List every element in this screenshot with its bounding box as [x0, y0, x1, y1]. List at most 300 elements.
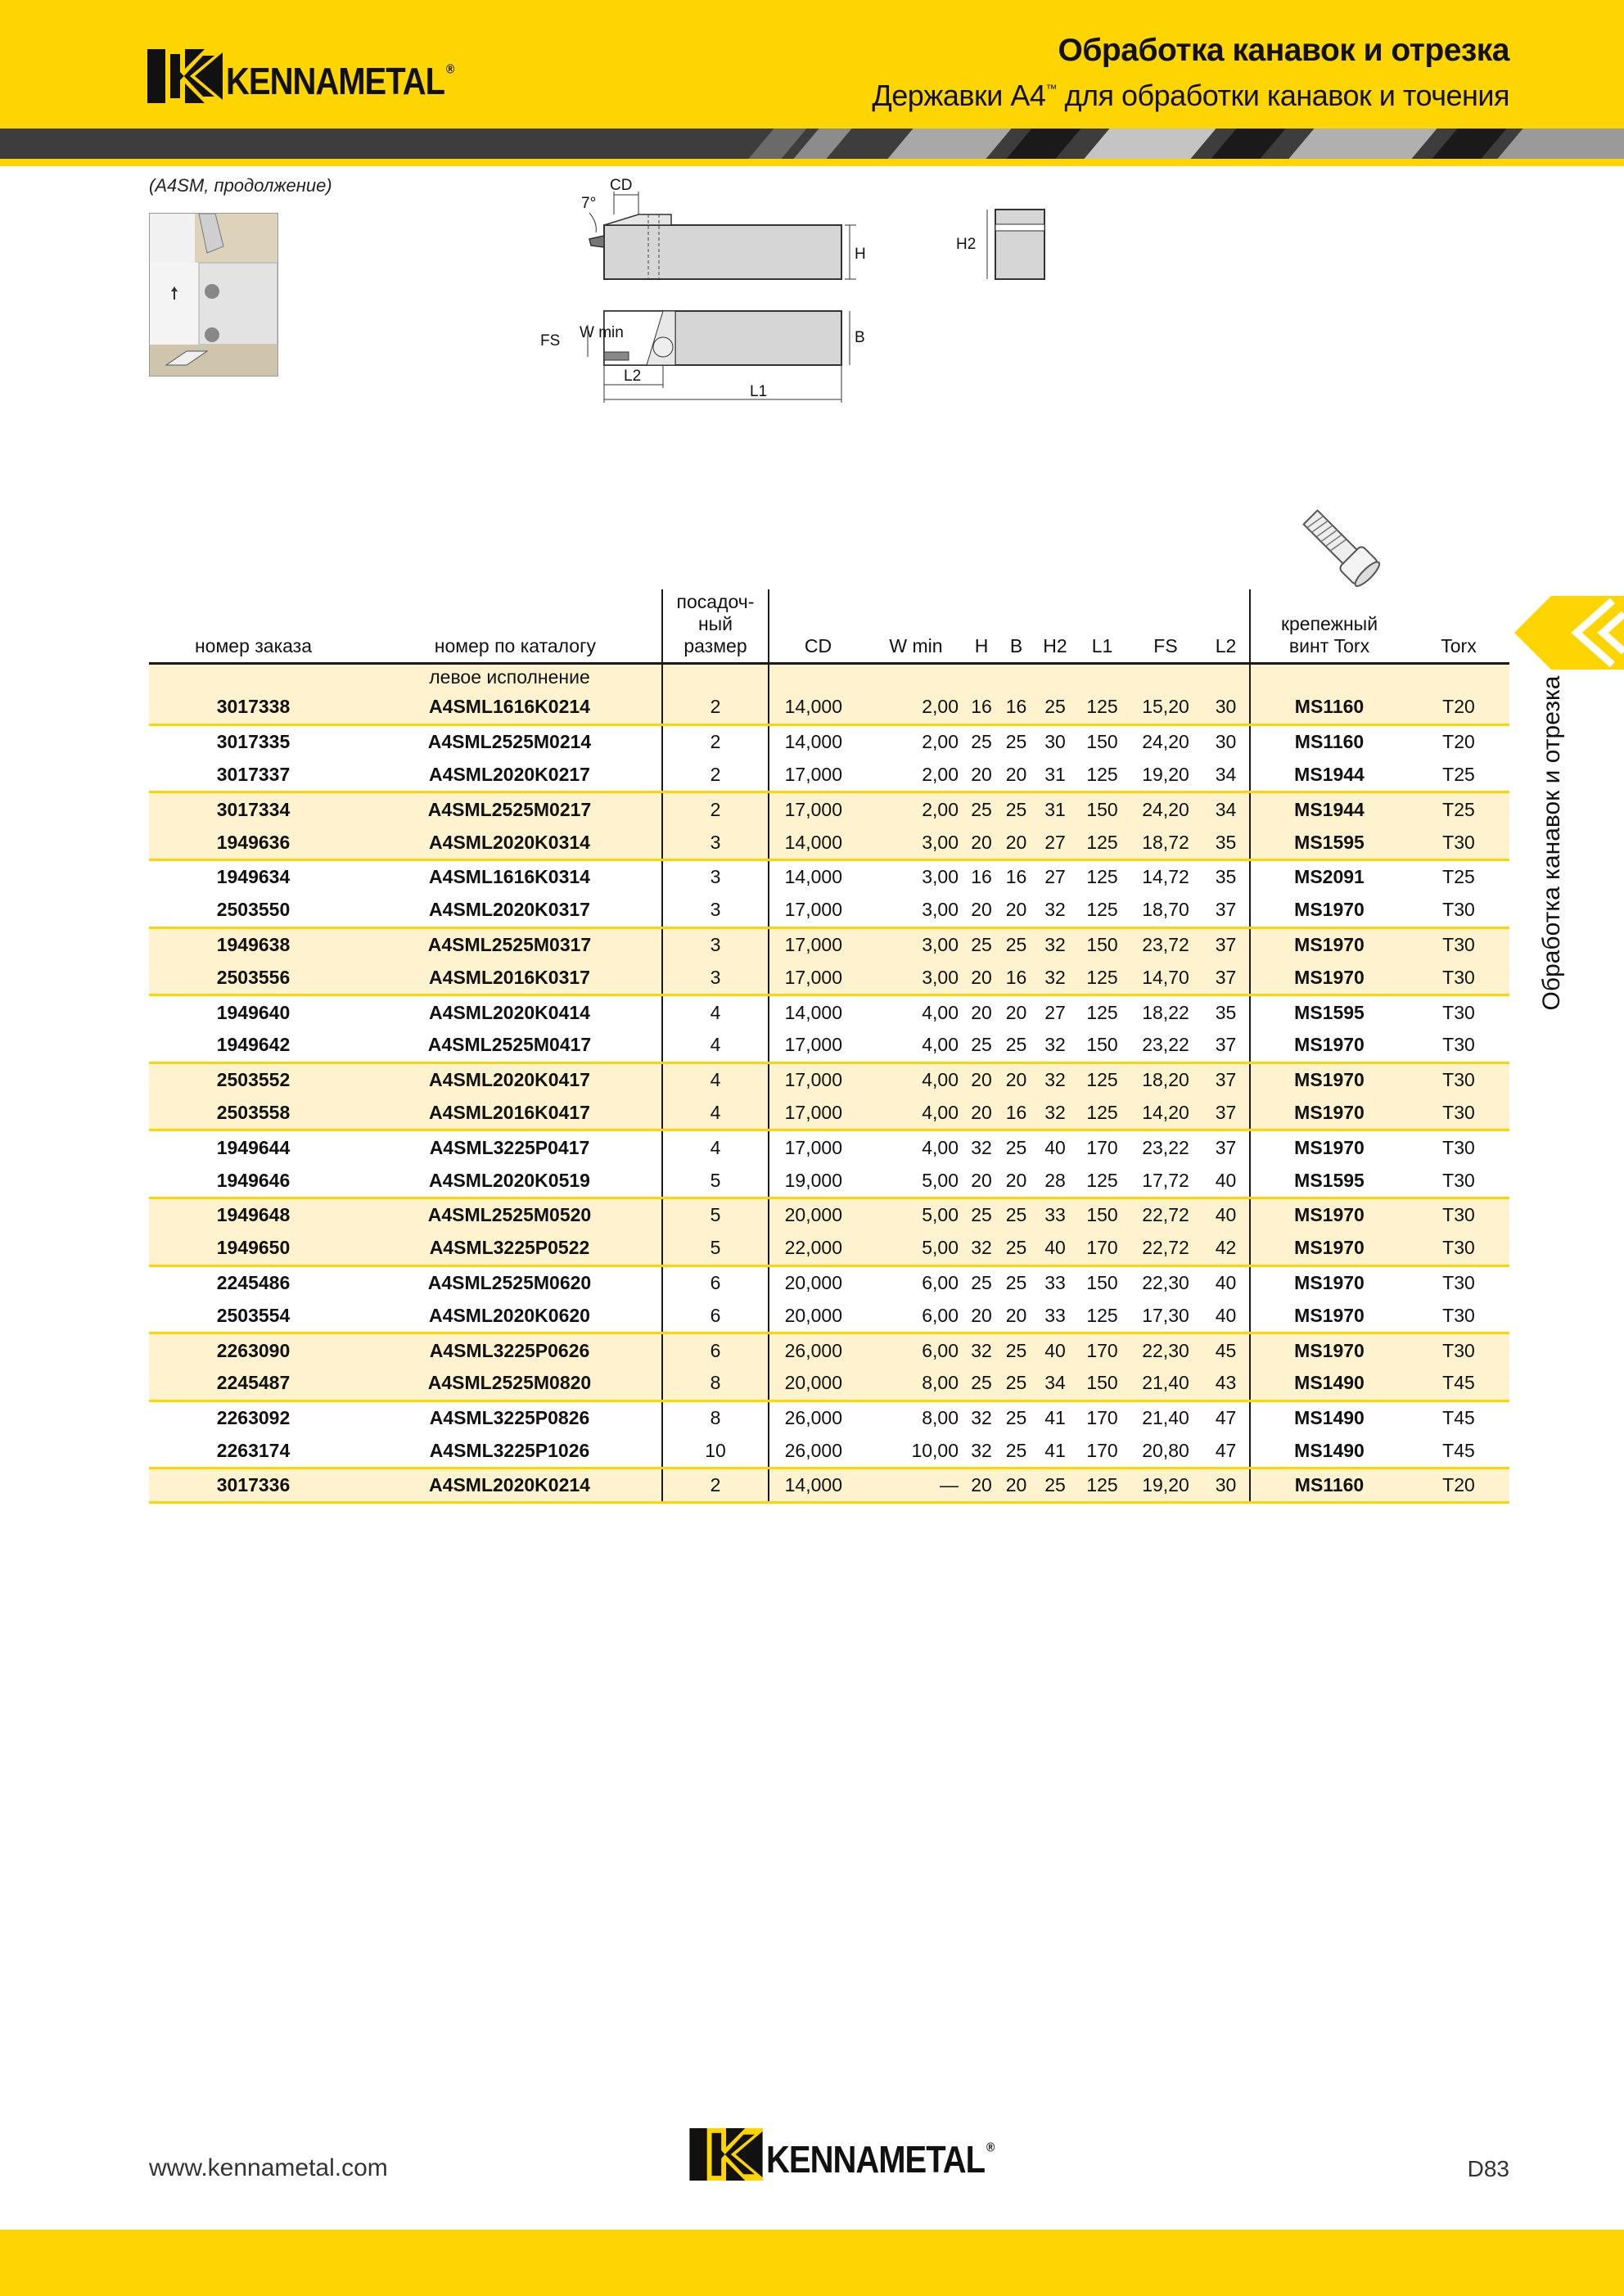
cell-h2: 28: [1035, 1164, 1076, 1198]
cell-screw: MS1970: [1250, 927, 1408, 961]
cell-seat: 4: [662, 1062, 769, 1096]
cell-catalog: A4SML2525M0620: [427, 1271, 592, 1293]
page-number: D83: [1467, 2156, 1509, 2181]
col-header-seat: посадоч- ный размер: [662, 589, 769, 663]
cell-torx: T30: [1442, 1271, 1475, 1293]
cell-h: 20: [965, 961, 998, 995]
col-header-torx: Torx: [1441, 634, 1477, 656]
cell-seat: 3: [662, 961, 769, 995]
cell-h2: 32: [1035, 927, 1076, 961]
cell-screw: MS1944: [1250, 759, 1408, 792]
cell-b: 16: [1005, 866, 1027, 888]
cell-fs: 22,72: [1129, 1198, 1202, 1231]
cell-l2: 37: [1202, 894, 1250, 927]
cell-seat: 4: [662, 995, 769, 1029]
cell-h: 20: [965, 826, 998, 859]
cell-cd: 20,000: [784, 1271, 842, 1293]
cell-l1: 125: [1076, 759, 1129, 792]
cell-b: 25: [998, 1435, 1035, 1468]
cell-cd: 17,000: [769, 1062, 867, 1096]
cell-order: 1949636: [149, 826, 358, 859]
cell-h: 20: [965, 894, 998, 927]
table-subheader-row: [149, 663, 1509, 691]
cell-b: 20: [998, 1062, 1035, 1096]
table-row: [149, 1333, 1509, 1367]
cell-torx: T30: [1408, 1333, 1509, 1367]
cell-h2: 33: [1044, 1271, 1066, 1293]
cell-b: 25: [998, 1367, 1035, 1401]
cell-l1: 170: [1086, 1136, 1118, 1158]
cell-fs: 22,72: [1129, 1232, 1202, 1265]
cell-h: 25: [971, 1271, 992, 1293]
cell-h: 20: [965, 1164, 998, 1198]
cell-l1: 125: [1086, 866, 1118, 888]
drawing-label-l2: L2: [624, 368, 642, 385]
cell-fs: 24,20: [1142, 731, 1189, 753]
cell-order: 1949640: [216, 1001, 291, 1023]
cell-l2: 40: [1202, 1198, 1250, 1231]
cell-l1: 125: [1076, 1164, 1129, 1198]
col-header-b: B: [1009, 634, 1023, 656]
cell-h: 20: [971, 1001, 992, 1023]
cell-fs: 18,20: [1129, 1062, 1202, 1096]
cell-l1: 150: [1076, 792, 1129, 826]
page-subtitle: Державки A4™ для обработки канавок и точения: [872, 79, 1509, 112]
table-row: [149, 1130, 1509, 1164]
cell-l2: 40: [1202, 1164, 1250, 1198]
cell-l1: 125: [1076, 961, 1129, 995]
cell-cd: 20,000: [769, 1299, 867, 1333]
cell-b: 25: [998, 792, 1035, 826]
cell-b: 25: [998, 927, 1035, 961]
cell-h2: 25: [1035, 691, 1076, 724]
cell-order: 3017334: [149, 792, 358, 826]
cell-catalog: A4SML2016K0317: [358, 961, 662, 995]
side-tab-label: Обработка канавок и отрезка: [1538, 675, 1565, 1011]
cell-l2: 30: [1202, 1468, 1250, 1502]
cell-screw: MS1970: [1294, 1271, 1365, 1293]
cell-l2: 35: [1202, 826, 1250, 859]
cell-seat: 6: [662, 1265, 769, 1299]
table-row: [149, 961, 1509, 995]
cell-seat: 6: [662, 1299, 769, 1333]
cell-torx: T45: [1408, 1367, 1509, 1401]
cell-cd: 26,000: [769, 1435, 867, 1468]
cell-b: 20: [998, 894, 1035, 927]
cell-wmin: 8,00: [922, 1407, 959, 1429]
footer-brand-name: KENNAMETAL ®: [766, 2139, 995, 2181]
cell-h: 25: [965, 1198, 998, 1231]
cell-wmin: 2,00: [867, 691, 965, 724]
cell-cd: 17,000: [769, 1029, 867, 1062]
cell-screw: MS1944: [1250, 792, 1408, 826]
cell-l1: 125: [1076, 826, 1129, 859]
col-header-h: H: [974, 634, 989, 656]
table-row: [149, 927, 1509, 961]
cell-seat: 3: [662, 859, 769, 893]
cell-catalog: A4SML3225P0417: [429, 1136, 590, 1158]
cell-wmin: 5,00: [867, 1232, 965, 1265]
cell-l1: 150: [1076, 927, 1129, 961]
cell-b: 25: [998, 1333, 1035, 1367]
cell-wmin: 8,00: [867, 1367, 965, 1401]
cell-l2: 37: [1202, 1062, 1250, 1096]
drawing-label-h2: H2: [956, 236, 977, 253]
cell-catalog: A4SML2020K0417: [358, 1062, 662, 1096]
footer-bar: [0, 2230, 1624, 2296]
continuation-note: (A4SM, продолжение): [149, 175, 332, 196]
drawing-label-b: B: [855, 329, 865, 346]
cell-order: 2245486: [216, 1271, 291, 1293]
cell-h: 32: [971, 1136, 992, 1158]
cell-screw: MS1595: [1250, 826, 1408, 859]
cell-b: 25: [998, 1198, 1035, 1231]
table-row: [149, 995, 1509, 1029]
cell-catalog: A4SML2020K0214: [358, 1468, 662, 1502]
cell-fs: 20,80: [1129, 1435, 1202, 1468]
cell-h: 16: [971, 866, 992, 888]
cell-fs: 14,72: [1142, 866, 1189, 888]
cell-h2: 40: [1044, 1136, 1066, 1158]
cell-seat: 5: [662, 1198, 769, 1231]
cell-torx: T30: [1408, 1299, 1509, 1333]
cell-torx: T20: [1408, 1468, 1509, 1502]
cell-seat: 6: [662, 1333, 769, 1367]
drawing-label-l1: L1: [750, 383, 768, 400]
product-table: [149, 589, 1509, 1504]
cell-h: 25: [965, 792, 998, 826]
cell-catalog: A4SML3225P1026: [358, 1435, 662, 1468]
footer-kennametal-logo: [689, 2128, 994, 2181]
cell-cd: 20,000: [769, 1367, 867, 1401]
cell-wmin: 2,00: [867, 759, 965, 792]
brand-name: KENNAMETAL ®: [226, 61, 454, 102]
cell-l1: 150: [1076, 1029, 1129, 1062]
cell-seat: 3: [662, 894, 769, 927]
col-header-l2: L2: [1202, 589, 1250, 663]
cell-h: 20: [965, 1468, 998, 1502]
footer-url[interactable]: www.kennametal.com: [149, 2154, 388, 2181]
cell-l1: 150: [1076, 1367, 1129, 1401]
cell-order: 2263092: [216, 1407, 291, 1429]
cell-order: 1949648: [149, 1198, 358, 1231]
cell-b: 20: [998, 759, 1035, 792]
col-header-cd: CD: [804, 634, 832, 656]
cell-screw: MS1490: [1250, 1367, 1408, 1401]
cell-seat: 8: [662, 1367, 769, 1401]
cell-b: 25: [1005, 1407, 1027, 1429]
subheader-left-hand: левое исполнение: [358, 663, 662, 691]
cell-h: 20: [965, 1097, 998, 1130]
cell-seat: 3: [662, 826, 769, 859]
cell-h: 25: [965, 1367, 998, 1401]
cell-b: 20: [998, 1164, 1035, 1198]
cell-screw: MS1970: [1250, 1029, 1408, 1062]
cell-screw: MS1490: [1250, 1435, 1408, 1468]
cell-screw: MS1970: [1250, 1062, 1408, 1096]
cell-cd: 17,000: [769, 927, 867, 961]
cell-torx: T30: [1408, 961, 1509, 995]
cell-l2: 37: [1202, 1029, 1250, 1062]
cell-catalog: A4SML2020K0314: [358, 826, 662, 859]
cell-catalog: A4SML2525M0520: [358, 1198, 662, 1231]
table-row: [149, 724, 1509, 758]
cell-catalog: A4SML2020K0414: [429, 1001, 590, 1023]
cell-b: 20: [1005, 1001, 1027, 1023]
side-tab-arrow-icon: [1514, 596, 1624, 670]
cell-catalog: A4SML3225P0826: [429, 1407, 590, 1429]
cell-wmin: 4,00: [922, 1001, 959, 1023]
cell-h2: 32: [1035, 1029, 1076, 1062]
cell-fs: 18,72: [1129, 826, 1202, 859]
cell-catalog: A4SML2525M0214: [427, 731, 592, 753]
kennametal-logo: [147, 49, 453, 103]
cell-torx: T30: [1442, 1001, 1475, 1023]
cell-wmin: 4,00: [867, 1029, 965, 1062]
cell-cd: 20,000: [769, 1198, 867, 1231]
cell-cd: 26,000: [769, 1333, 867, 1367]
cell-order: 2263174: [149, 1435, 358, 1468]
cell-seat: 4: [662, 1029, 769, 1062]
cell-h2: 32: [1035, 1062, 1076, 1096]
drawing-label-wmin: W min: [580, 324, 624, 341]
drawing-label-angle: 7°: [581, 195, 597, 212]
cell-torx: T30: [1408, 1198, 1509, 1231]
cell-b: 16: [998, 691, 1035, 724]
cell-l2: 47: [1202, 1401, 1250, 1434]
cell-h: 20: [965, 1299, 998, 1333]
cell-cd: 17,000: [769, 961, 867, 995]
page-title: Обработка канавок и отрезка: [1058, 33, 1509, 68]
cell-h2: 25: [1035, 1468, 1076, 1502]
cell-h: 25: [965, 1029, 998, 1062]
cell-wmin: 3,00: [867, 927, 965, 961]
col-header-catalog: номер по каталогу: [434, 634, 596, 656]
cell-catalog: A4SML2525M0317: [358, 927, 662, 961]
cell-order: 3017335: [216, 731, 291, 753]
cell-l2: 37: [1202, 961, 1250, 995]
table-row: [149, 1468, 1509, 1502]
table-body: [149, 663, 1509, 1502]
cell-h2: 34: [1035, 1367, 1076, 1401]
cell-order: 2503558: [149, 1097, 358, 1130]
cell-seat: 4: [662, 1130, 769, 1164]
table-row: [149, 1232, 1509, 1265]
drawing-label-fs: FS: [540, 332, 561, 350]
cell-wmin: 10,00: [867, 1435, 965, 1468]
cell-l1: 170: [1076, 1333, 1129, 1367]
cell-cd: 17,000: [769, 792, 867, 826]
cell-wmin: 5,00: [867, 1198, 965, 1231]
table-row: [149, 894, 1509, 927]
cell-fs: 14,70: [1129, 961, 1202, 995]
cell-b: 20: [998, 1299, 1035, 1333]
cell-screw: MS1160: [1294, 731, 1365, 753]
cell-b: 25: [1005, 731, 1027, 753]
cell-cd: 14,000: [769, 1468, 867, 1502]
cell-fs: 18,22: [1142, 1001, 1189, 1023]
cell-order: 2245487: [149, 1367, 358, 1401]
table-row: [149, 1097, 1509, 1130]
col-header-wmin: W min: [889, 634, 943, 656]
cell-screw: MS1970: [1250, 1333, 1408, 1367]
cell-catalog: A4SML2020K0620: [358, 1299, 662, 1333]
cell-wmin: 2,00: [922, 731, 959, 753]
cell-cd: 17,000: [769, 1097, 867, 1130]
table-row: [149, 691, 1509, 724]
cell-catalog: A4SML3225P0626: [358, 1333, 662, 1367]
cell-seat: 2: [662, 759, 769, 792]
cell-order: 3017336: [149, 1468, 358, 1502]
cell-l1: 125: [1076, 894, 1129, 927]
table-row: [149, 1062, 1509, 1096]
cell-h2: 41: [1044, 1407, 1066, 1429]
cell-catalog: A4SML1616K0214: [358, 691, 662, 724]
table-row: [149, 826, 1509, 859]
cell-h: 25: [965, 927, 998, 961]
cell-h: 20: [965, 1062, 998, 1096]
cell-l1: 170: [1086, 1407, 1118, 1429]
cell-seat: 3: [662, 927, 769, 961]
cell-cd: 14,000: [784, 1001, 842, 1023]
cell-l2: 42: [1202, 1232, 1250, 1265]
cell-wmin: 3,00: [867, 826, 965, 859]
cell-h2: 32: [1035, 1097, 1076, 1130]
cell-wmin: 6,00: [867, 1333, 965, 1367]
cell-h: 32: [965, 1333, 998, 1367]
cell-screw: MS1160: [1250, 691, 1408, 724]
cell-screw: MS1595: [1250, 1164, 1408, 1198]
cell-catalog: A4SML3225P0522: [358, 1232, 662, 1265]
cell-h: 20: [965, 759, 998, 792]
col-header-order: номер заказа: [194, 634, 313, 656]
cell-seat: 8: [662, 1401, 769, 1434]
cell-b: 25: [1005, 1136, 1027, 1158]
cell-torx: T30: [1408, 1164, 1509, 1198]
cell-fs: 21,40: [1142, 1407, 1189, 1429]
cell-h2: 33: [1035, 1198, 1076, 1231]
cell-fs: 23,22: [1129, 1029, 1202, 1062]
cell-wmin: 4,00: [867, 1097, 965, 1130]
table-row: [149, 792, 1509, 826]
cell-l1: 170: [1076, 1232, 1129, 1265]
cell-h: 32: [971, 1407, 992, 1429]
cell-b: 20: [998, 1468, 1035, 1502]
cell-screw: MS1970: [1250, 894, 1408, 927]
cell-catalog: A4SML2020K0217: [358, 759, 662, 792]
cell-l1: 125: [1076, 1097, 1129, 1130]
cell-torx: T45: [1442, 1407, 1475, 1429]
cell-cd: 19,000: [769, 1164, 867, 1198]
cell-l2: 37: [1202, 927, 1250, 961]
cell-l1: 150: [1086, 1271, 1118, 1293]
cell-h2: 33: [1035, 1299, 1076, 1333]
cell-fs: 24,20: [1129, 792, 1202, 826]
cell-torx: T30: [1408, 1062, 1509, 1096]
cell-order: 2263090: [149, 1333, 358, 1367]
cell-wmin: 5,00: [867, 1164, 965, 1198]
cell-catalog: A4SML2525M0417: [358, 1029, 662, 1062]
cell-h2: 31: [1035, 759, 1076, 792]
cell-b: 20: [998, 826, 1035, 859]
cell-wmin: 2,00: [867, 792, 965, 826]
cell-screw: MS1595: [1294, 1001, 1365, 1023]
cell-screw: MS2091: [1294, 866, 1365, 888]
cell-screw: MS1970: [1250, 1232, 1408, 1265]
cell-order: 2503550: [149, 894, 358, 927]
table-row: [149, 1401, 1509, 1434]
cell-screw: MS1970: [1250, 1198, 1408, 1231]
cell-wmin: 3,00: [922, 866, 959, 888]
cell-fs: 23,72: [1129, 927, 1202, 961]
cell-screw: MS1970: [1250, 961, 1408, 995]
cell-cd: 17,000: [769, 759, 867, 792]
cell-wmin: —: [867, 1468, 965, 1502]
col-header-screw: крепежный винт Torx: [1280, 612, 1378, 656]
cell-screw: MS1970: [1250, 1299, 1408, 1333]
cell-h2: 32: [1035, 961, 1076, 995]
cell-b: 25: [998, 1232, 1035, 1265]
cell-seat: 2: [662, 691, 769, 724]
cell-cd: 22,000: [769, 1232, 867, 1265]
tool-photo: [149, 213, 278, 377]
table-row: [149, 1164, 1509, 1198]
cell-catalog: A4SML1616K0314: [429, 866, 590, 888]
col-header-l1: L1: [1091, 634, 1113, 656]
cell-wmin: 3,00: [867, 961, 965, 995]
cell-fs: 14,20: [1129, 1097, 1202, 1130]
cell-torx: T30: [1408, 1097, 1509, 1130]
cell-torx: T25: [1408, 792, 1509, 826]
cell-b: 25: [998, 1029, 1035, 1062]
cell-h2: 32: [1035, 894, 1076, 927]
cell-cd: 26,000: [784, 1407, 842, 1429]
cell-fs: 19,20: [1129, 759, 1202, 792]
table-row: [149, 759, 1509, 792]
cell-order: 1949646: [149, 1164, 358, 1198]
cell-fs: 22,30: [1129, 1333, 1202, 1367]
cell-torx: T20: [1442, 731, 1475, 753]
tool-photo-graphic: [150, 214, 277, 376]
cell-torx: T30: [1408, 1232, 1509, 1265]
cell-l1: 125: [1076, 691, 1129, 724]
kennametal-logo-icon: [689, 2128, 763, 2181]
cell-seat: 5: [662, 1232, 769, 1265]
cell-l2: 30: [1202, 691, 1250, 724]
cell-cd: 14,000: [769, 826, 867, 859]
cell-fs: 23,22: [1142, 1136, 1189, 1158]
cell-l2: 35: [1202, 995, 1250, 1029]
torx-screw-icon: [1293, 506, 1383, 596]
table-row: [149, 1367, 1509, 1401]
cell-h2: 27: [1035, 826, 1076, 859]
cell-order: 2503556: [149, 961, 358, 995]
cell-wmin: 6,00: [867, 1299, 965, 1333]
cell-l1: 125: [1076, 1062, 1129, 1096]
cell-l2: 40: [1202, 1265, 1250, 1299]
col-header-h2: H2: [1043, 634, 1067, 656]
cell-torx: T30: [1442, 1136, 1475, 1158]
cell-catalog: A4SML2525M0820: [358, 1367, 662, 1401]
cell-order: 1949650: [149, 1232, 358, 1265]
cell-torx: T25: [1408, 759, 1509, 792]
cell-l1: 125: [1086, 1001, 1118, 1023]
cell-b: 25: [1005, 1271, 1027, 1293]
cell-cd: 17,000: [769, 894, 867, 927]
cell-wmin: 3,00: [867, 894, 965, 927]
cell-l2: 40: [1202, 1299, 1250, 1333]
cell-fs: 17,72: [1129, 1164, 1202, 1198]
